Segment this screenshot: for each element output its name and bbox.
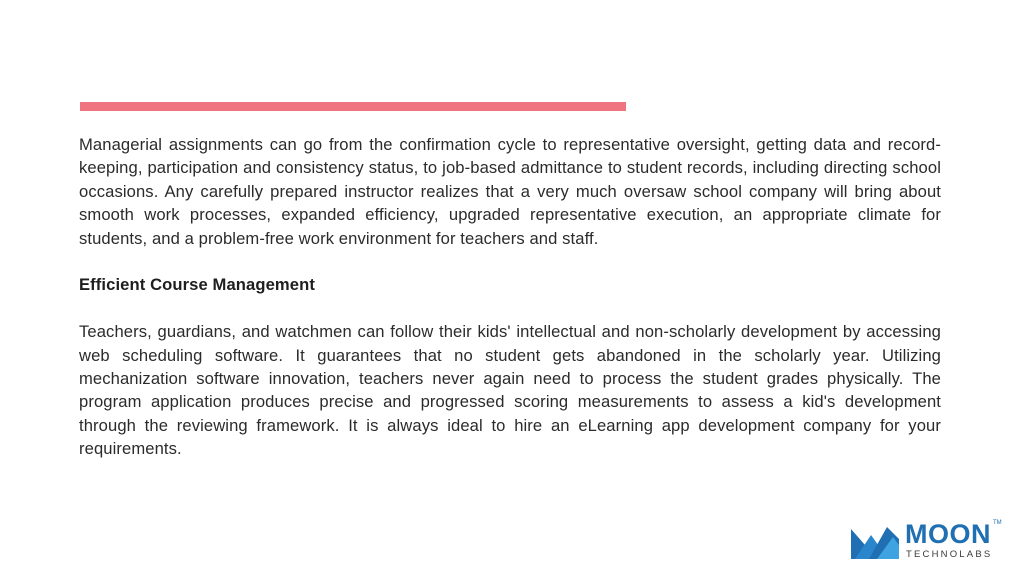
moon-technolabs-mark-icon (851, 523, 899, 559)
logo-subtitle: TECHNOLABS (906, 549, 993, 560)
paragraph-course-management: Teachers, guardians, and watchmen can follow their kids' intellectual and non-scholarly development by accessing web scheduling software. It guarantees that no student gets abandoned in the scholarly year. Utilizing mechanization software innovation, teachers never again need to process the student grades physically. The program application produces precise and progressed scoring measurements to assess a kid's development through the reviewing framework. It is always ideal to hire an eLearning app development company for your requirements. (79, 322, 941, 459)
section-heading: Efficient Course Management (79, 275, 315, 295)
paragraph-intro: Managerial assignments can go from the confirmation cycle to representative oversight, getting data and record-keeping, participation and consistency status, to job-based admittance to student records, including directing school occasions. Any carefully prepared instructor realizes that a very much oversaw school company will bring about smooth work processes, expanded efficiency, upgraded representative execution, an appropriate climate for students, and a problem-free work environment for teachers and staff. (79, 135, 941, 248)
accent-bar (80, 102, 626, 111)
logo-trademark: TM (993, 520, 1002, 526)
document-body (79, 133, 941, 461)
moon-technolabs-logo (851, 520, 1001, 562)
logo-wordmark: MOON (905, 519, 991, 549)
